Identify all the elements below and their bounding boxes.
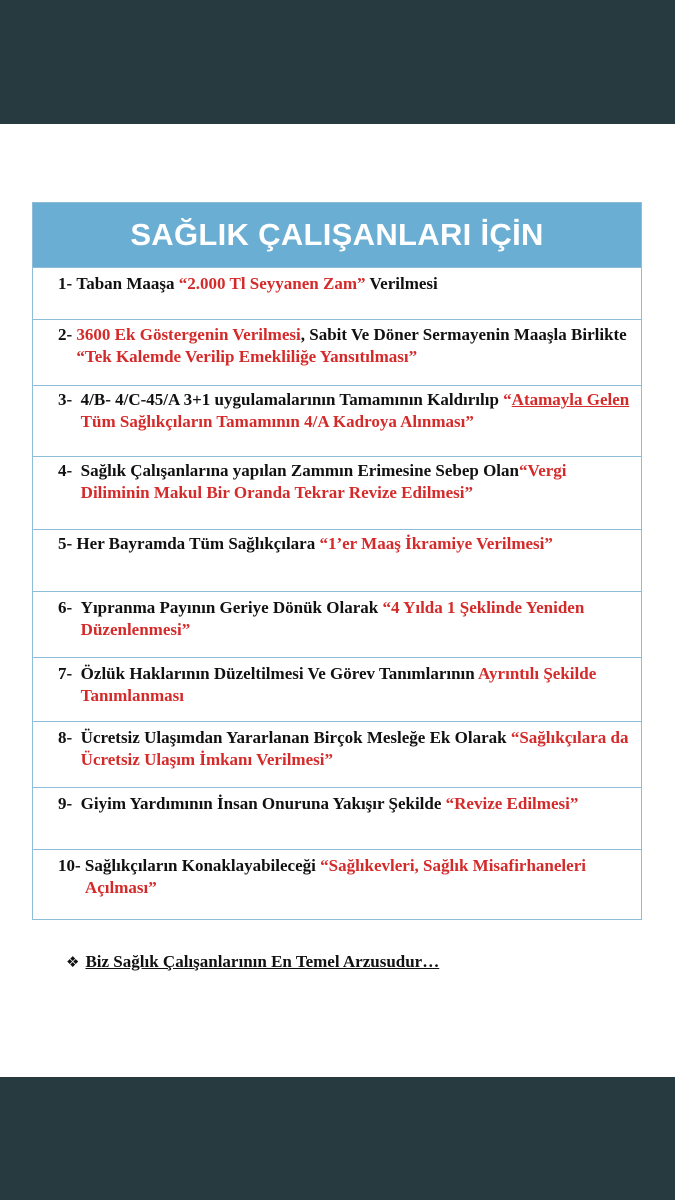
highlighted-text: Atamayla Gelen bbox=[511, 390, 630, 409]
item-text-part: Taban Maaşa bbox=[76, 274, 179, 293]
page-title: SAĞLIK ÇALIŞANLARI İÇİN bbox=[130, 217, 544, 252]
table-row bbox=[33, 530, 641, 592]
highlighted-text: Ayrıntılı Şekilde Tanımlanması bbox=[80, 664, 597, 705]
item-text-part: Her Bayramda Tüm Sağlıkçılara bbox=[76, 534, 320, 553]
item-text-part: Verilmesi bbox=[365, 274, 438, 293]
table-row bbox=[33, 592, 641, 658]
item-text-part: 4/B- 4/C-45/A 3+1 uygulamalarının Tamamının Kaldırılıp bbox=[80, 390, 504, 409]
item-number: 4- bbox=[58, 461, 81, 480]
highlighted-text: 3600 Ek Göstergenin Verilmesi bbox=[76, 325, 301, 344]
item-text bbox=[81, 793, 633, 815]
item-number: 6- bbox=[58, 598, 81, 617]
item-text-part: Özlük Haklarının Düzeltilmesi Ve Görev Tanımlarının bbox=[80, 664, 479, 683]
top-frame-bar bbox=[0, 0, 675, 124]
table-row bbox=[33, 386, 641, 457]
item-number: 3- bbox=[58, 390, 81, 409]
item-number: 2- bbox=[58, 325, 77, 344]
table-row bbox=[33, 722, 641, 788]
bottom-frame-bar bbox=[0, 1077, 675, 1200]
table-row bbox=[33, 658, 641, 722]
highlighted-text: “1’er Maaş İkramiye Verilmesi” bbox=[319, 534, 553, 553]
highlighted-text: “Sağlıkevleri, Sağlık Misafirhaneleri Açılması” bbox=[84, 856, 586, 897]
highlighted-text: “Sağlıkçılara da Ücretsiz Ulaşım İmkanı Verilmesi” bbox=[80, 728, 629, 769]
item-text bbox=[76, 273, 633, 295]
item-text bbox=[76, 533, 633, 555]
item-text-part: Yıpranma Payının Geriye Dönük Olarak bbox=[80, 598, 383, 617]
table-row bbox=[33, 788, 641, 850]
highlighted-text: “Vergi Diliminin Makul Bir Oranda Tekrar Revize Edilmesi” bbox=[80, 461, 567, 502]
highlighted-text: “ bbox=[503, 390, 512, 409]
highlighted-text: “2.000 Tl Seyyanen Zam” bbox=[178, 274, 366, 293]
table-row bbox=[33, 457, 641, 530]
footer-note bbox=[66, 952, 439, 972]
item-number: 7- bbox=[58, 664, 81, 683]
footer-text: Biz Sağlık Çalışanlarının En Temel Arzusudur… bbox=[85, 952, 440, 971]
item-text bbox=[81, 597, 633, 641]
item-number: 5- bbox=[58, 534, 77, 553]
item-text-part: Sağlıkçıların Konaklayabileceği bbox=[84, 856, 321, 875]
item-text-part: Ücretsiz Ulaşımdan Yararlanan Birçok Mesleğe Ek Olarak bbox=[80, 728, 511, 747]
item-number: 1- bbox=[58, 274, 77, 293]
demands-table bbox=[32, 202, 642, 920]
item-text-part: Giyim Yardımının İnsan Onuruna Yakışır Şekilde bbox=[80, 794, 446, 813]
document-page bbox=[0, 124, 675, 1077]
highlighted-text: “4 Yılda 1 Şeklinde Yeniden Düzenlenmesi” bbox=[80, 598, 585, 639]
table-header bbox=[33, 203, 641, 268]
item-text bbox=[81, 727, 633, 771]
item-text-part: , Sabit Ve Döner Sermayenin Maaşla Birlikte bbox=[300, 325, 627, 344]
diamond-bullet-icon: ❖ bbox=[66, 953, 80, 971]
item-number: 10- bbox=[58, 856, 85, 875]
table-row bbox=[33, 320, 641, 386]
item-text bbox=[76, 324, 633, 368]
item-text bbox=[85, 855, 633, 899]
item-text bbox=[81, 389, 633, 433]
item-text bbox=[81, 460, 633, 504]
table-row bbox=[33, 850, 641, 919]
item-number: 8- bbox=[58, 728, 81, 747]
highlighted-text: “Revize Edilmesi” bbox=[445, 794, 579, 813]
highlighted-text: “Tek Kalemde Verilip Emekliliğe Yansıtılması” bbox=[76, 347, 418, 366]
item-number: 9- bbox=[58, 794, 81, 813]
highlighted-text: Tüm Sağlıkçıların Tamamının 4/A Kadroya Alınması” bbox=[80, 412, 474, 431]
table-row bbox=[33, 268, 641, 320]
item-text-part: Sağlık Çalışanlarına yapılan Zammın Erimesine Sebep Olan bbox=[80, 461, 519, 480]
item-text bbox=[81, 663, 633, 707]
